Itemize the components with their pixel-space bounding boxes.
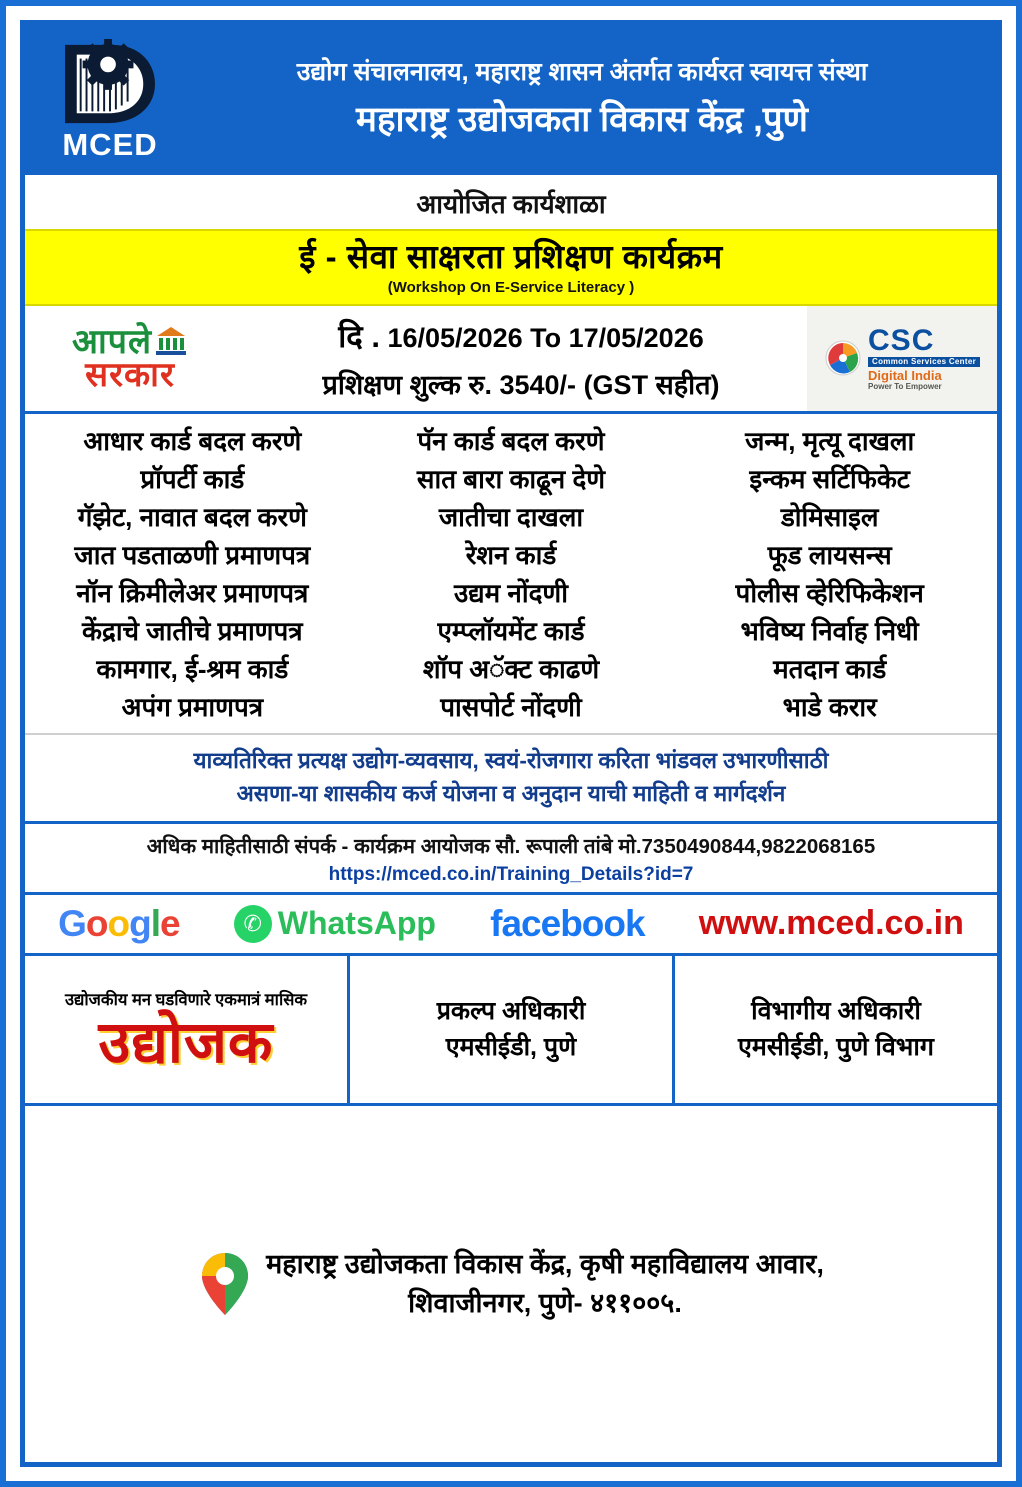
service-item: पासपोर्ट नोंदणी <box>440 692 582 723</box>
additional-note <box>25 735 997 823</box>
map-pin-icon <box>198 1251 252 1317</box>
date-prefix: दि . <box>338 318 380 354</box>
project-officer-org: एमसीईडी, पुणे <box>445 1033 577 1062</box>
workshop-date <box>338 315 703 357</box>
service-item: पोलीस व्हेरिफिकेशन <box>735 577 924 608</box>
service-item: सात बारा काढून देणे <box>416 463 606 494</box>
csc-digital-india: Digital India <box>868 368 942 384</box>
date-fee-info <box>235 306 807 411</box>
organized-label: आयोजित कार्यशाळा <box>416 189 606 219</box>
service-item: फूड लायसन्स <box>767 539 892 570</box>
service-item: आधार कार्ड बदल करणे <box>83 425 302 456</box>
service-item: मतदान कार्ड <box>773 654 887 685</box>
magazine-tagline: उद्योजकीय मन घडविणारे एकमात्रं मासिक <box>64 990 308 1009</box>
service-item: भाडे करार <box>782 692 877 723</box>
digital-india-icon <box>824 339 862 377</box>
note-line-1: याव्यतिरिक्त प्रत्यक्ष उद्योग-व्यवसाय, स्वयं-रोजगारा करिता भांडवल उभारणीसाठी <box>193 748 829 774</box>
contact-block <box>25 824 997 895</box>
service-item: जात पडताळणी प्रमाणपत्र <box>74 539 311 570</box>
project-officer-title: प्रकल्प अधिकारी <box>436 996 586 1025</box>
workshop-title-english: (Workshop On E-Service Literacy ) <box>387 278 635 296</box>
address-block <box>25 1106 997 1462</box>
mced-logo-icon <box>51 39 169 127</box>
note-line-2: असणा-या शासकीय कर्ज योजना व अनुदान याची माहिती व मार्गदर्शन <box>236 780 786 806</box>
divisional-officer-org: एमसीईडी, पुणे विभाग <box>738 1033 934 1062</box>
fee-label: प्रशिक्षण शुल्क रु. 3540/- <box>322 369 577 400</box>
website-link[interactable]: www.mced.co.in <box>698 904 964 943</box>
address-line-2: शिवाजीनगर, पुणे- ४११००५. <box>408 1287 682 1318</box>
address-text <box>266 1245 824 1323</box>
project-officer <box>347 956 672 1103</box>
service-item: कामगार, ई-श्रम कार्ड <box>96 654 289 685</box>
aaple-sarkar-logo <box>25 306 235 411</box>
contact-line: अधिक माहितीसाठी संपर्क - कार्यक्रम आयोजक सौ. रूपाली तांबे मो.7350490844,9822068165 <box>146 834 876 858</box>
workshop-fee <box>322 365 719 402</box>
service-item: नॉन क्रिमीलेअर प्रमाणपत्र <box>76 577 309 608</box>
header-subtitle: उद्योग संचालनालय, महाराष्ट्र शासन अंतर्गत कार्यरत स्वायत्त संस्था <box>296 58 868 87</box>
csc-logo <box>807 306 997 411</box>
officers-row <box>25 956 997 1106</box>
date-fee-strip <box>25 306 997 414</box>
service-item: जातीचा दाखला <box>438 501 584 532</box>
service-item: रेशन कार्ड <box>465 539 557 570</box>
workshop-title-marathi: ई - सेवा साक्षरता प्रशिक्षण कार्यक्रम <box>299 238 723 275</box>
udyojak-magazine <box>25 956 347 1103</box>
service-item: प्रॉपर्टी कार्ड <box>140 463 245 494</box>
service-item: केंद्राचे जातीचे प्रमाणपत्र <box>82 616 303 647</box>
csc-title: CSC <box>868 324 935 358</box>
poster-inner-frame <box>20 20 1002 1467</box>
whatsapp-icon: ✆ <box>234 905 272 943</box>
service-item: पॅन कार्ड बदल करणे <box>417 425 605 456</box>
service-item: शॉप अॅक्ट काढणे <box>422 654 600 685</box>
header-text-block <box>197 57 987 140</box>
whatsapp-label: WhatsApp <box>277 905 436 942</box>
date-value: 16/05/2026 To 17/05/2026 <box>387 322 704 353</box>
mced-logo-text: MCED <box>62 126 158 162</box>
aaple-sarkar-line1: आपले <box>72 325 188 362</box>
header <box>25 25 997 175</box>
service-item: गॅझेट, नावात बदल करणे <box>77 501 307 532</box>
fee-note: (GST सहीत) <box>583 369 720 400</box>
social-bar <box>25 895 997 956</box>
service-item: भविष्य निर्वाह निधी <box>740 616 919 647</box>
service-item: डोमिसाइल <box>780 501 879 532</box>
google-logo[interactable]: Google <box>58 902 180 944</box>
whatsapp-logo[interactable] <box>234 905 436 943</box>
facebook-logo[interactable]: facebook <box>490 902 645 944</box>
magazine-title: उद्योजक <box>98 1009 274 1075</box>
service-item: अपंग प्रमाणपत्र <box>121 692 264 723</box>
csc-tagline: Power To Empower <box>868 381 942 391</box>
service-item: उद्यम नोंदणी <box>454 577 568 608</box>
csc-subtitle: Common Services Center <box>868 357 980 367</box>
registration-link[interactable]: https://mced.co.in/Training_Details?id=7 <box>328 863 694 885</box>
service-item: एम्प्लॉयमेंट कार्ड <box>437 616 585 647</box>
divisional-officer-title: विभागीय अधिकारी <box>751 996 921 1025</box>
mced-logo <box>35 39 185 160</box>
aaple-sarkar-line2: सरकार <box>85 355 175 394</box>
divisional-officer <box>672 956 997 1103</box>
service-item: जन्म, मृत्यू दाखला <box>745 425 915 456</box>
services-grid <box>25 414 997 736</box>
header-title: महाराष्ट्र उद्योजकता विकास केंद्र ,पुणे <box>356 99 808 139</box>
service-item: इन्कम सर्टिफिकेट <box>749 463 910 494</box>
workshop-title-band <box>25 229 997 306</box>
address-line-1: महाराष्ट्र उद्योजकता विकास केंद्र, कृषी महाविद्यालय आवार, <box>266 1248 824 1279</box>
